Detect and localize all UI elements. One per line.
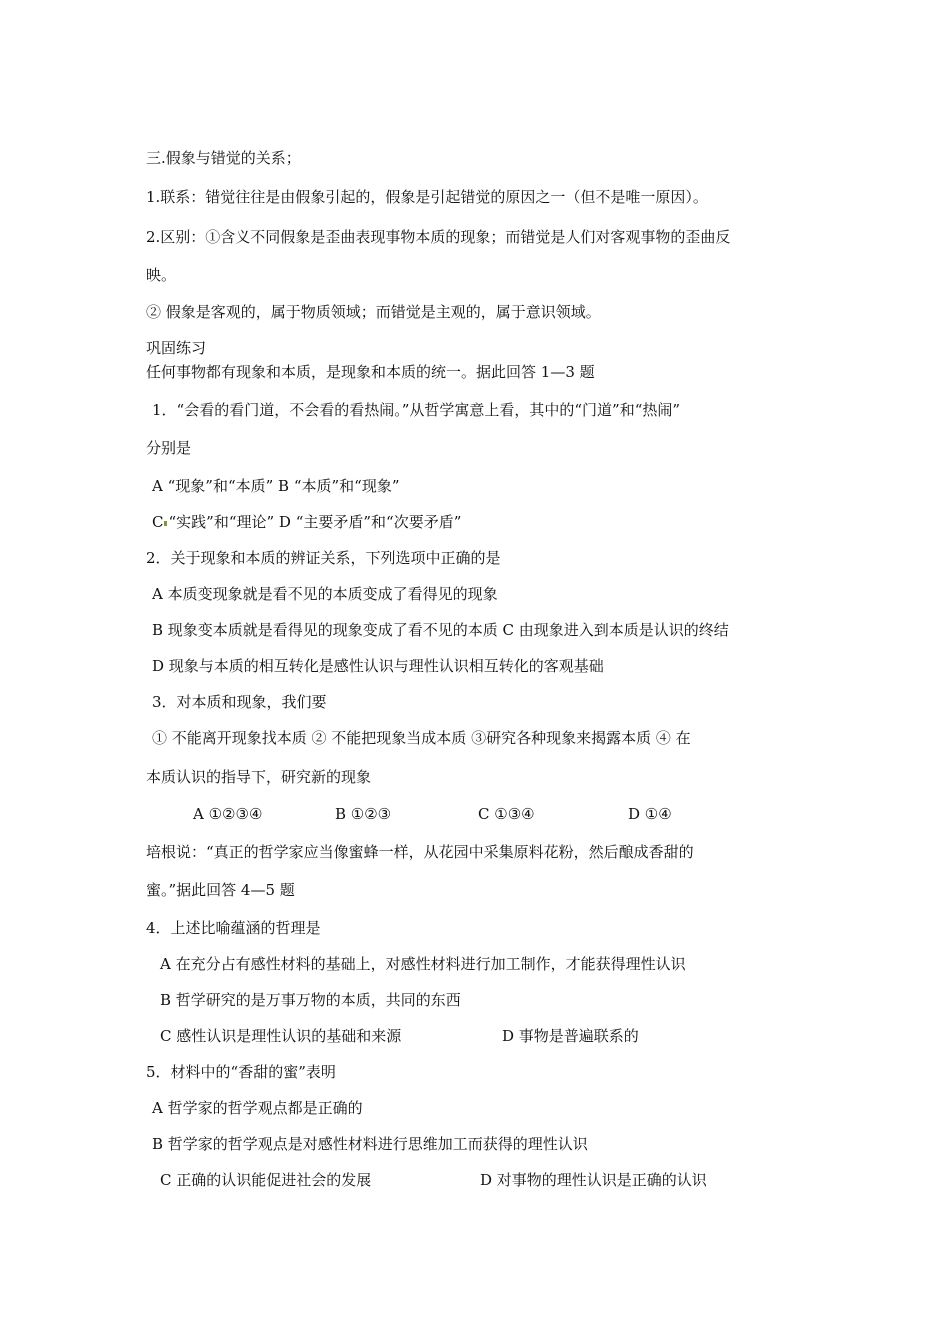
question-1: 1．“会看的看门道，不会看的看热闹。”从哲学寓意上看，其中的“门道”和“热闹”: [152, 401, 681, 419]
text-line: 1.联系：错觉往往是由假象引起的，假象是引起错觉的原因之一（但不是唯一原因）。: [146, 188, 708, 206]
question-1-options-cd: [152, 512, 461, 532]
question-3-items: ① 不能离开现象找本质 ② 不能把现象当成本质 ③研究各种现象来揭露本质 ④ 在: [152, 729, 691, 747]
question-5: 5．材料中的“香甜的蜜”表明: [146, 1063, 336, 1081]
text-line: 任何事物都有现象和本质，是现象和本质的统一。据此回答 1—3 题: [146, 363, 595, 381]
question-2-option-d: D 现象与本质的相互转化是感性认识与理性认识相互转化的客观基础: [152, 657, 604, 675]
question-5-option-b: B 哲学家的哲学观点是对感性材料进行思维加工而获得的理性认识: [152, 1135, 588, 1153]
question-2-option-a: A 本质变现象就是看不见的本质变成了看得见的现象: [152, 585, 498, 603]
passage-line: 蜜。”据此回答 4—5 题: [146, 881, 295, 899]
question-1-cont: 分别是: [146, 439, 192, 457]
question-5-option-c: C 正确的认识能促进社会的发展: [160, 1171, 372, 1189]
question-3-option-c: C ①③④: [478, 805, 535, 823]
question-3-items-cont: 本质认识的指导下，研究新的现象: [146, 768, 372, 786]
exercise-heading: 巩固练习: [146, 339, 207, 357]
question-4: 4．上述比喻蕴涵的哲理是: [146, 919, 321, 937]
option-c-letter: C: [152, 513, 164, 531]
question-4-option-a: A 在充分占有感性材料的基础上，对感性材料进行加工制作，才能获得理性认识: [160, 955, 686, 973]
question-1-options-ab: A “现象”和“本质” B “本质”和“现象”: [152, 477, 400, 495]
option-c-text: “实践”和“理论” D “主要矛盾”和“次要矛盾”: [168, 513, 462, 531]
question-2: 2．关于现象和本质的辨证关系，下列选项中正确的是: [146, 549, 501, 567]
text-line: 映。: [146, 266, 177, 284]
question-4-option-c: C 感性认识是理性认识的基础和来源: [160, 1027, 402, 1045]
question-5-option-a: A 哲学家的哲学观点都是正确的: [152, 1099, 363, 1117]
question-2-option-bc: B 现象变本质就是看得见的现象变成了看不见的本质 C 由现象进入到本质是认识的终结: [152, 621, 729, 639]
question-4-option-d: D 事物是普遍联系的: [502, 1027, 639, 1045]
text-line: 2.区别：①含义不同假象是歪曲表现事物本质的现象；而错觉是人们对客观事物的歪曲反: [146, 228, 731, 246]
passage-line: 培根说：“真正的哲学家应当像蜜蜂一样，从花园中采集原料花粉，然后酿成香甜的: [146, 843, 694, 861]
question-4-option-b: B 哲学研究的是万事万物的本质，共同的东西: [160, 991, 461, 1009]
text-line: ② 假象是客观的，属于物质领域；而错觉是主观的，属于意识领域。: [146, 303, 601, 321]
question-3: 3．对本质和现象，我们要: [152, 693, 327, 711]
question-3-option-d: D ①④: [628, 805, 672, 823]
question-3-option-a: A ①②③④: [193, 805, 263, 823]
question-3-option-b: B ①②③: [335, 805, 392, 823]
section-heading: 三.假象与错觉的关系；: [146, 149, 301, 167]
question-5-option-d: D 对事物的理性认识是正确的认识: [480, 1171, 707, 1189]
